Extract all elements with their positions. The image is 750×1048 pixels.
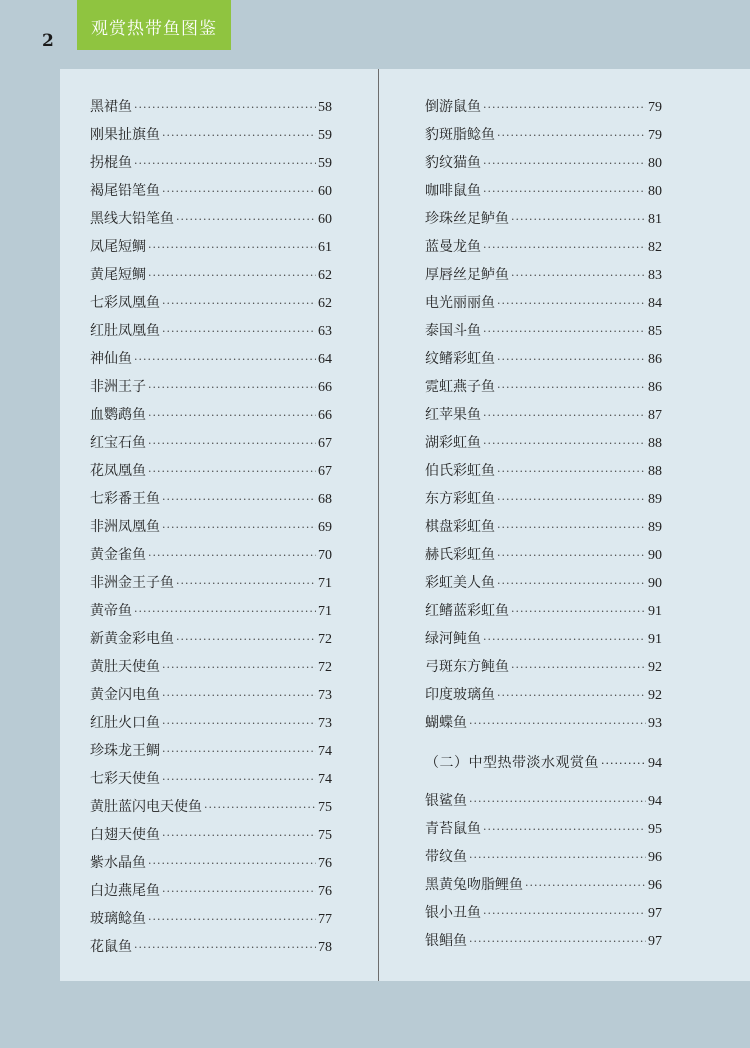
dot-leader <box>162 689 316 702</box>
dot-leader <box>134 353 316 366</box>
toc-entry[interactable] <box>90 376 332 404</box>
dot-leader <box>134 941 316 954</box>
toc-entry[interactable] <box>90 96 332 124</box>
dot-leader <box>134 605 316 618</box>
dot-leader <box>483 823 646 836</box>
toc-entry-title: 新黄金彩电鱼 <box>90 631 174 647</box>
dot-leader <box>497 297 646 310</box>
toc-entry-title: 黄金闪电鱼 <box>90 687 160 703</box>
toc-entry-title: 红苹果鱼 <box>425 407 481 423</box>
toc-entry-page: 89 <box>648 492 662 507</box>
toc-entry-title: 褐尾铅笔鱼 <box>90 183 160 199</box>
toc-entry-page: 60 <box>318 212 332 227</box>
toc-entry[interactable] <box>425 292 662 320</box>
toc-entry-page: 93 <box>648 716 662 731</box>
dot-leader <box>162 493 316 506</box>
toc-entry[interactable] <box>90 572 332 600</box>
toc-entry-page: 90 <box>648 576 662 591</box>
dot-leader <box>162 885 316 898</box>
dot-leader <box>148 549 316 562</box>
toc-entry-page: 75 <box>318 800 332 815</box>
toc-entry[interactable] <box>425 236 662 264</box>
toc-entry-title: 珍珠龙王鲷 <box>90 743 160 759</box>
toc-entry[interactable] <box>425 152 662 180</box>
toc-entry-title: 青苔鼠鱼 <box>425 821 481 837</box>
dot-leader <box>511 213 646 226</box>
toc-entry-title: 红肚火口鱼 <box>90 715 160 731</box>
toc-entry-page: 68 <box>318 492 332 507</box>
dot-leader <box>148 857 316 870</box>
toc-entry-title: 咖啡鼠鱼 <box>425 183 481 199</box>
toc-entry[interactable] <box>425 902 662 930</box>
dot-leader <box>148 241 316 254</box>
toc-entry-page: 91 <box>648 604 662 619</box>
dot-leader <box>162 829 316 842</box>
dot-leader <box>511 269 646 282</box>
toc-entry-title: 凤尾短鲷 <box>90 239 146 255</box>
dot-leader <box>483 185 646 198</box>
toc-entry[interactable] <box>90 600 332 628</box>
toc-entry-page: 61 <box>318 240 332 255</box>
toc-entry-title: 黑线大铅笔鱼 <box>90 211 174 227</box>
toc-entry[interactable] <box>90 908 332 936</box>
dot-leader <box>162 745 316 758</box>
toc-entry[interactable] <box>90 824 332 852</box>
toc-entry-title: 伯氏彩虹鱼 <box>425 463 495 479</box>
toc-entry[interactable] <box>90 712 332 740</box>
toc-entry-page: 66 <box>318 408 332 423</box>
toc-entry-page: 88 <box>648 436 662 451</box>
toc-entry-title: 赫氏彩虹鱼 <box>425 547 495 563</box>
toc-entry-page: 66 <box>318 380 332 395</box>
toc-entry[interactable] <box>90 432 332 460</box>
dot-leader <box>497 521 646 534</box>
dot-leader <box>469 717 646 730</box>
toc-entry-page: 82 <box>648 240 662 255</box>
toc-entry-title: 非洲王子 <box>90 379 146 395</box>
toc-entry-page: 80 <box>648 184 662 199</box>
dot-leader <box>497 577 646 590</box>
toc-entry-page: 72 <box>318 632 332 647</box>
toc-entry[interactable] <box>425 712 662 740</box>
dot-leader <box>483 101 646 114</box>
dot-leader <box>483 409 646 422</box>
toc-entry-page: 90 <box>648 548 662 563</box>
dot-leader <box>601 757 646 770</box>
toc-entry[interactable] <box>425 432 662 460</box>
dot-leader <box>148 437 316 450</box>
dot-leader <box>134 157 316 170</box>
dot-leader <box>497 129 646 142</box>
toc-entry[interactable] <box>90 236 332 264</box>
toc-entry-page: 96 <box>648 850 662 865</box>
toc-entry[interactable] <box>90 124 332 152</box>
toc-entry[interactable] <box>425 348 662 376</box>
toc-entry-title: 豹斑脂鲶鱼 <box>425 127 495 143</box>
toc-entry[interactable] <box>90 404 332 432</box>
toc-entry-page: 81 <box>648 212 662 227</box>
toc-entry-title: 非洲凤凰鱼 <box>90 519 160 535</box>
toc-entry-page: 94 <box>648 794 662 809</box>
toc-entry-page: 77 <box>318 912 332 927</box>
toc-entry-title: 刚果扯旗鱼 <box>90 127 160 143</box>
dot-leader <box>148 409 316 422</box>
dot-leader <box>162 521 316 534</box>
dot-leader <box>497 381 646 394</box>
dot-leader <box>483 907 646 920</box>
dot-leader <box>511 605 646 618</box>
toc-entry-title: 弓斑东方鲀鱼 <box>425 659 509 675</box>
toc-entry[interactable] <box>425 264 662 292</box>
toc-entry-page: 63 <box>318 324 332 339</box>
dot-leader <box>469 935 646 948</box>
dot-leader <box>204 801 316 814</box>
toc-entry-page: 80 <box>648 156 662 171</box>
dot-leader <box>134 101 316 114</box>
toc-entry-title: 黑黄兔吻脂鲤鱼 <box>425 877 523 893</box>
toc-entry-title: 蓝曼龙鱼 <box>425 239 481 255</box>
toc-entry-page: 86 <box>648 380 662 395</box>
toc-entry-page: 84 <box>648 296 662 311</box>
dot-leader <box>511 661 646 674</box>
toc-entry-title: 纹鳍彩虹鱼 <box>425 351 495 367</box>
dot-leader <box>148 465 316 478</box>
toc-entry[interactable] <box>425 544 662 572</box>
toc-entry-page: 73 <box>318 688 332 703</box>
toc-entry-page: 75 <box>318 828 332 843</box>
toc-entry-page: 88 <box>648 464 662 479</box>
toc-entry[interactable] <box>425 874 662 902</box>
dot-leader <box>148 381 316 394</box>
toc-left-column <box>90 96 332 964</box>
toc-entry[interactable] <box>90 152 332 180</box>
toc-entry-title: 东方彩虹鱼 <box>425 491 495 507</box>
toc-entry-title: 厚唇丝足鲈鱼 <box>425 267 509 283</box>
dot-leader <box>176 577 316 590</box>
toc-right-column <box>425 96 662 958</box>
toc-entry[interactable] <box>425 572 662 600</box>
toc-entry-page: 67 <box>318 436 332 451</box>
toc-entry-title: 白翅天使鱼 <box>90 827 160 843</box>
toc-entry[interactable] <box>90 684 332 712</box>
dot-leader <box>483 325 646 338</box>
toc-entry-page: 74 <box>318 772 332 787</box>
dot-leader <box>148 913 316 926</box>
dot-leader <box>162 325 316 338</box>
book-title-tab: 观赏热带鱼图鉴 <box>77 0 231 50</box>
toc-entry-title: 七彩凤凰鱼 <box>90 295 160 311</box>
toc-entry-title: 彩虹美人鱼 <box>425 575 495 591</box>
toc-entry-title: 血鹦鹉鱼 <box>90 407 146 423</box>
toc-entry[interactable] <box>90 516 332 544</box>
dot-leader <box>483 437 646 450</box>
toc-entry-title: 红宝石鱼 <box>90 435 146 451</box>
toc-entry-page: 62 <box>318 296 332 311</box>
dot-leader <box>469 795 646 808</box>
section-heading[interactable] <box>425 752 662 780</box>
dot-leader <box>162 129 316 142</box>
toc-entry[interactable] <box>90 740 332 768</box>
toc-entry-page: 74 <box>318 744 332 759</box>
toc-entry-title: 黄肚蓝闪电天使鱼 <box>90 799 202 815</box>
toc-entry-page: 85 <box>648 324 662 339</box>
toc-entry-title: 珍珠丝足鲈鱼 <box>425 211 509 227</box>
dot-leader <box>497 493 646 506</box>
toc-entry[interactable] <box>425 320 662 348</box>
toc-entry[interactable] <box>425 404 662 432</box>
toc-entry[interactable] <box>425 96 662 124</box>
dot-leader <box>483 157 646 170</box>
toc-entry[interactable] <box>90 320 332 348</box>
toc-entry[interactable] <box>425 376 662 404</box>
dot-leader <box>469 851 646 864</box>
toc-entry-page: 67 <box>318 464 332 479</box>
toc-entry-title: 豹纹猫鱼 <box>425 155 481 171</box>
toc-entry-page: 60 <box>318 184 332 199</box>
toc-entry-title: 银小丑鱼 <box>425 905 481 921</box>
dot-leader <box>483 241 646 254</box>
dot-leader <box>497 353 646 366</box>
toc-entry-title: 黄帝鱼 <box>90 603 132 619</box>
toc-entry-title: 非洲金王子鱼 <box>90 575 174 591</box>
column-divider <box>378 69 379 981</box>
toc-entry-page: 71 <box>318 604 332 619</box>
toc-entry-page: 76 <box>318 884 332 899</box>
toc-entry-page: 58 <box>318 100 332 115</box>
toc-entry[interactable] <box>90 208 332 236</box>
toc-entry[interactable] <box>90 656 332 684</box>
toc-entry[interactable] <box>425 180 662 208</box>
toc-entry-page: 79 <box>648 100 662 115</box>
dot-leader <box>162 185 316 198</box>
toc-entry-page: 62 <box>318 268 332 283</box>
toc-entry-page: 59 <box>318 128 332 143</box>
toc-entry-title: 花鼠鱼 <box>90 939 132 955</box>
toc-entry[interactable] <box>90 544 332 572</box>
toc-entry-title: 黄肚天使鱼 <box>90 659 160 675</box>
dot-leader <box>162 717 316 730</box>
toc-entry-title: 黑裙鱼 <box>90 99 132 115</box>
toc-entry[interactable] <box>90 488 332 516</box>
dot-leader <box>497 549 646 562</box>
section-heading-page: 94 <box>648 756 662 771</box>
toc-entry-page: 70 <box>318 548 332 563</box>
toc-entry[interactable] <box>425 930 662 958</box>
toc-entry-page: 87 <box>648 408 662 423</box>
toc-entry[interactable] <box>425 124 662 152</box>
dot-leader <box>162 661 316 674</box>
toc-entry-page: 79 <box>648 128 662 143</box>
toc-entry[interactable] <box>425 628 662 656</box>
dot-leader <box>162 297 316 310</box>
toc-entry[interactable] <box>90 628 332 656</box>
toc-entry-page: 97 <box>648 906 662 921</box>
toc-entry-title: 电光丽丽鱼 <box>425 295 495 311</box>
toc-entry-title: 黄金雀鱼 <box>90 547 146 563</box>
toc-entry[interactable] <box>90 936 332 964</box>
toc-entry-title: 神仙鱼 <box>90 351 132 367</box>
toc-entry[interactable] <box>425 684 662 712</box>
toc-entry[interactable] <box>425 460 662 488</box>
dot-leader <box>497 465 646 478</box>
toc-entry-title: 倒游鼠鱼 <box>425 99 481 115</box>
toc-entry-title: 湖彩虹鱼 <box>425 435 481 451</box>
dot-leader <box>483 633 646 646</box>
toc-entry[interactable] <box>425 846 662 874</box>
toc-entry-page: 64 <box>318 352 332 367</box>
toc-entry[interactable] <box>425 488 662 516</box>
dot-leader <box>176 633 316 646</box>
toc-entry-title: 红肚凤凰鱼 <box>90 323 160 339</box>
toc-entry-title: 拐棍鱼 <box>90 155 132 171</box>
toc-entry-title: 霓虹燕子鱼 <box>425 379 495 395</box>
toc-entry-title: 蝴蝶鱼 <box>425 715 467 731</box>
toc-entry-title: 印度玻璃鱼 <box>425 687 495 703</box>
toc-entry-page: 78 <box>318 940 332 955</box>
toc-entry[interactable] <box>90 180 332 208</box>
toc-entry-title: 黄尾短鲷 <box>90 267 146 283</box>
toc-entry[interactable] <box>90 460 332 488</box>
toc-entry-title: 七彩天使鱼 <box>90 771 160 787</box>
toc-entry[interactable] <box>425 208 662 236</box>
dot-leader <box>525 879 646 892</box>
toc-entry-page: 91 <box>648 632 662 647</box>
toc-entry-title: 银鲳鱼 <box>425 933 467 949</box>
toc-entry-page: 92 <box>648 660 662 675</box>
dot-leader <box>148 269 316 282</box>
dot-leader <box>176 213 316 226</box>
toc-entry[interactable] <box>90 292 332 320</box>
toc-entry[interactable] <box>90 264 332 292</box>
toc-entry[interactable] <box>90 796 332 824</box>
toc-entry-title: 白边燕尾鱼 <box>90 883 160 899</box>
toc-entry[interactable] <box>425 818 662 846</box>
toc-entry-title: 花凤凰鱼 <box>90 463 146 479</box>
toc-entry-title: 绿河鲀鱼 <box>425 631 481 647</box>
toc-entry-title: 带纹鱼 <box>425 849 467 865</box>
toc-entry-page: 96 <box>648 878 662 893</box>
toc-entry[interactable] <box>425 516 662 544</box>
toc-entry-title: 玻璃鲶鱼 <box>90 911 146 927</box>
page-number: 2 <box>42 31 54 51</box>
toc-entry-page: 76 <box>318 856 332 871</box>
toc-entry[interactable] <box>90 880 332 908</box>
toc-entry-page: 95 <box>648 822 662 837</box>
section-heading-title: （二）中型热带淡水观赏鱼 <box>425 755 599 771</box>
toc-entry-title: 棋盘彩虹鱼 <box>425 519 495 535</box>
toc-entry[interactable] <box>90 852 332 880</box>
toc-entry-page: 92 <box>648 688 662 703</box>
toc-entry-page: 89 <box>648 520 662 535</box>
toc-entry-title: 紫水晶鱼 <box>90 855 146 871</box>
toc-entry-page: 72 <box>318 660 332 675</box>
toc-entry-title: 红鳍蓝彩虹鱼 <box>425 603 509 619</box>
toc-entry[interactable] <box>425 656 662 684</box>
toc-entry-page: 69 <box>318 520 332 535</box>
toc-entry-page: 83 <box>648 268 662 283</box>
toc-entry-page: 59 <box>318 156 332 171</box>
toc-entry-page: 97 <box>648 934 662 949</box>
toc-entry-title: 泰国斗鱼 <box>425 323 481 339</box>
dot-leader <box>497 689 646 702</box>
toc-entry-page: 73 <box>318 716 332 731</box>
toc-entry[interactable] <box>90 768 332 796</box>
toc-entry[interactable] <box>425 790 662 818</box>
toc-entry[interactable] <box>90 348 332 376</box>
toc-entry-page: 71 <box>318 576 332 591</box>
toc-entry-title: 银鲨鱼 <box>425 793 467 809</box>
dot-leader <box>162 773 316 786</box>
toc-entry[interactable] <box>425 600 662 628</box>
toc-entry-page: 86 <box>648 352 662 367</box>
toc-entry-title: 七彩番王鱼 <box>90 491 160 507</box>
